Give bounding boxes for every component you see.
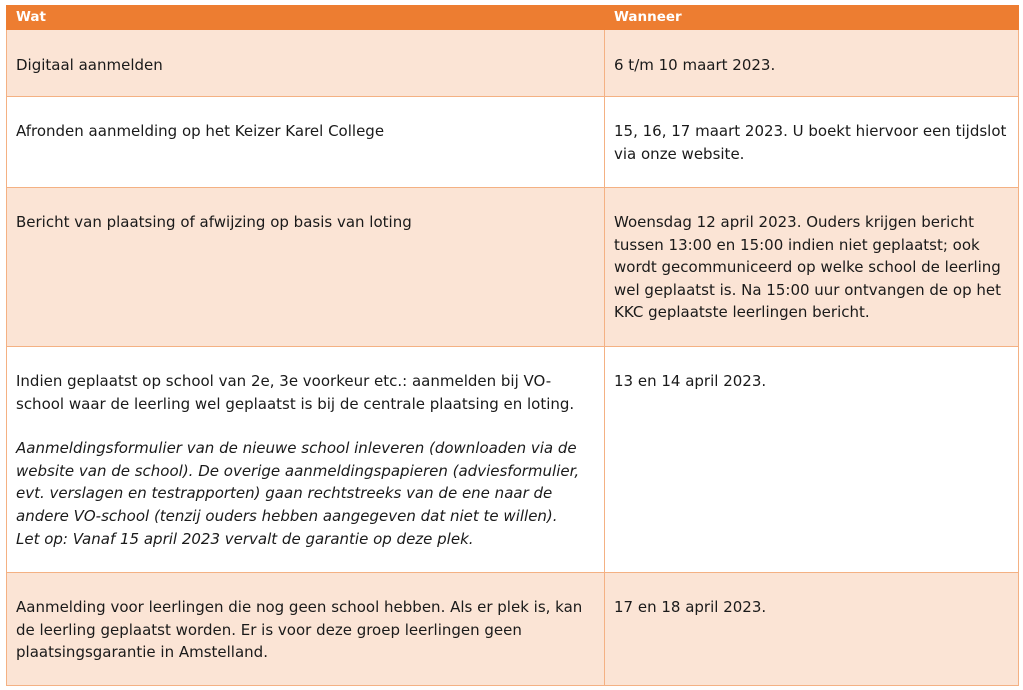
when-text: 15, 16, 17 maart 2023. U boekt hiervoor een tijdslot via onze website. — [614, 122, 1007, 163]
what-italic-text: Aanmeldingsformulier van de nieuwe school inleveren (downloaden via de website van de school). De overige aanmeldingspapieren (adviesformulier, evt. verslagen en testrapporten) gaan rechtstreeks van de ene naar de andere VO-school (tenzij ouders hebben aangegeven dat niet te willen). — [16, 439, 580, 525]
table-row — [7, 347, 1019, 573]
when-cell — [605, 97, 1019, 188]
what-text: Indien geplaatst op school van 2e, 3e voorkeur etc.: aanmelden bij VO-school waar de leerling wel geplaatst is bij de centrale plaatsing en loting. — [16, 372, 575, 413]
header-wat: Wat — [7, 6, 605, 30]
table-header-row — [7, 6, 1019, 30]
when-text: Woensdag 12 april 2023. Ouders krijgen bericht tussen 13:00 en 15:00 indien niet geplaatst; ook wordt gecommuniceerd op welke school de leerling wel geplaatst is. Na 15:00 uur ontvangen de op het KKC geplaatste leerlingen bericht. — [614, 213, 1002, 322]
what-text: Afronden aanmelding op het Keizer Karel College — [16, 122, 385, 140]
what-text: Bericht van plaatsing of afwijzing op basis van loting — [16, 213, 412, 231]
what-cell — [7, 97, 605, 188]
what-cell — [7, 347, 605, 573]
when-text: 13 en 14 april 2023. — [614, 372, 767, 390]
when-cell — [605, 188, 1019, 347]
when-cell — [605, 30, 1019, 97]
when-cell — [605, 347, 1019, 573]
table-row — [7, 97, 1019, 188]
what-cell — [7, 30, 605, 97]
what-text: Digitaal aanmelden — [16, 56, 163, 74]
when-cell — [605, 573, 1019, 686]
what-text: Aanmelding voor leerlingen die nog geen school hebben. Als er plek is, kan de leerling geplaatst worden. Er is voor deze groep leerlingen geen plaatsingsgarantie in Amstelland. — [16, 598, 583, 662]
what-cell — [7, 573, 605, 686]
header-wanneer: Wanneer — [605, 6, 1019, 30]
table-row — [7, 30, 1019, 97]
what-cell — [7, 188, 605, 347]
what-note-text: Let op: Vanaf 15 april 2023 vervalt de garantie op deze plek. — [16, 529, 474, 548]
schedule-table — [6, 5, 1019, 686]
table-row — [7, 573, 1019, 686]
table-row — [7, 188, 1019, 347]
when-text: 17 en 18 april 2023. — [614, 598, 767, 616]
when-text: 6 t/m 10 maart 2023. — [614, 56, 776, 74]
